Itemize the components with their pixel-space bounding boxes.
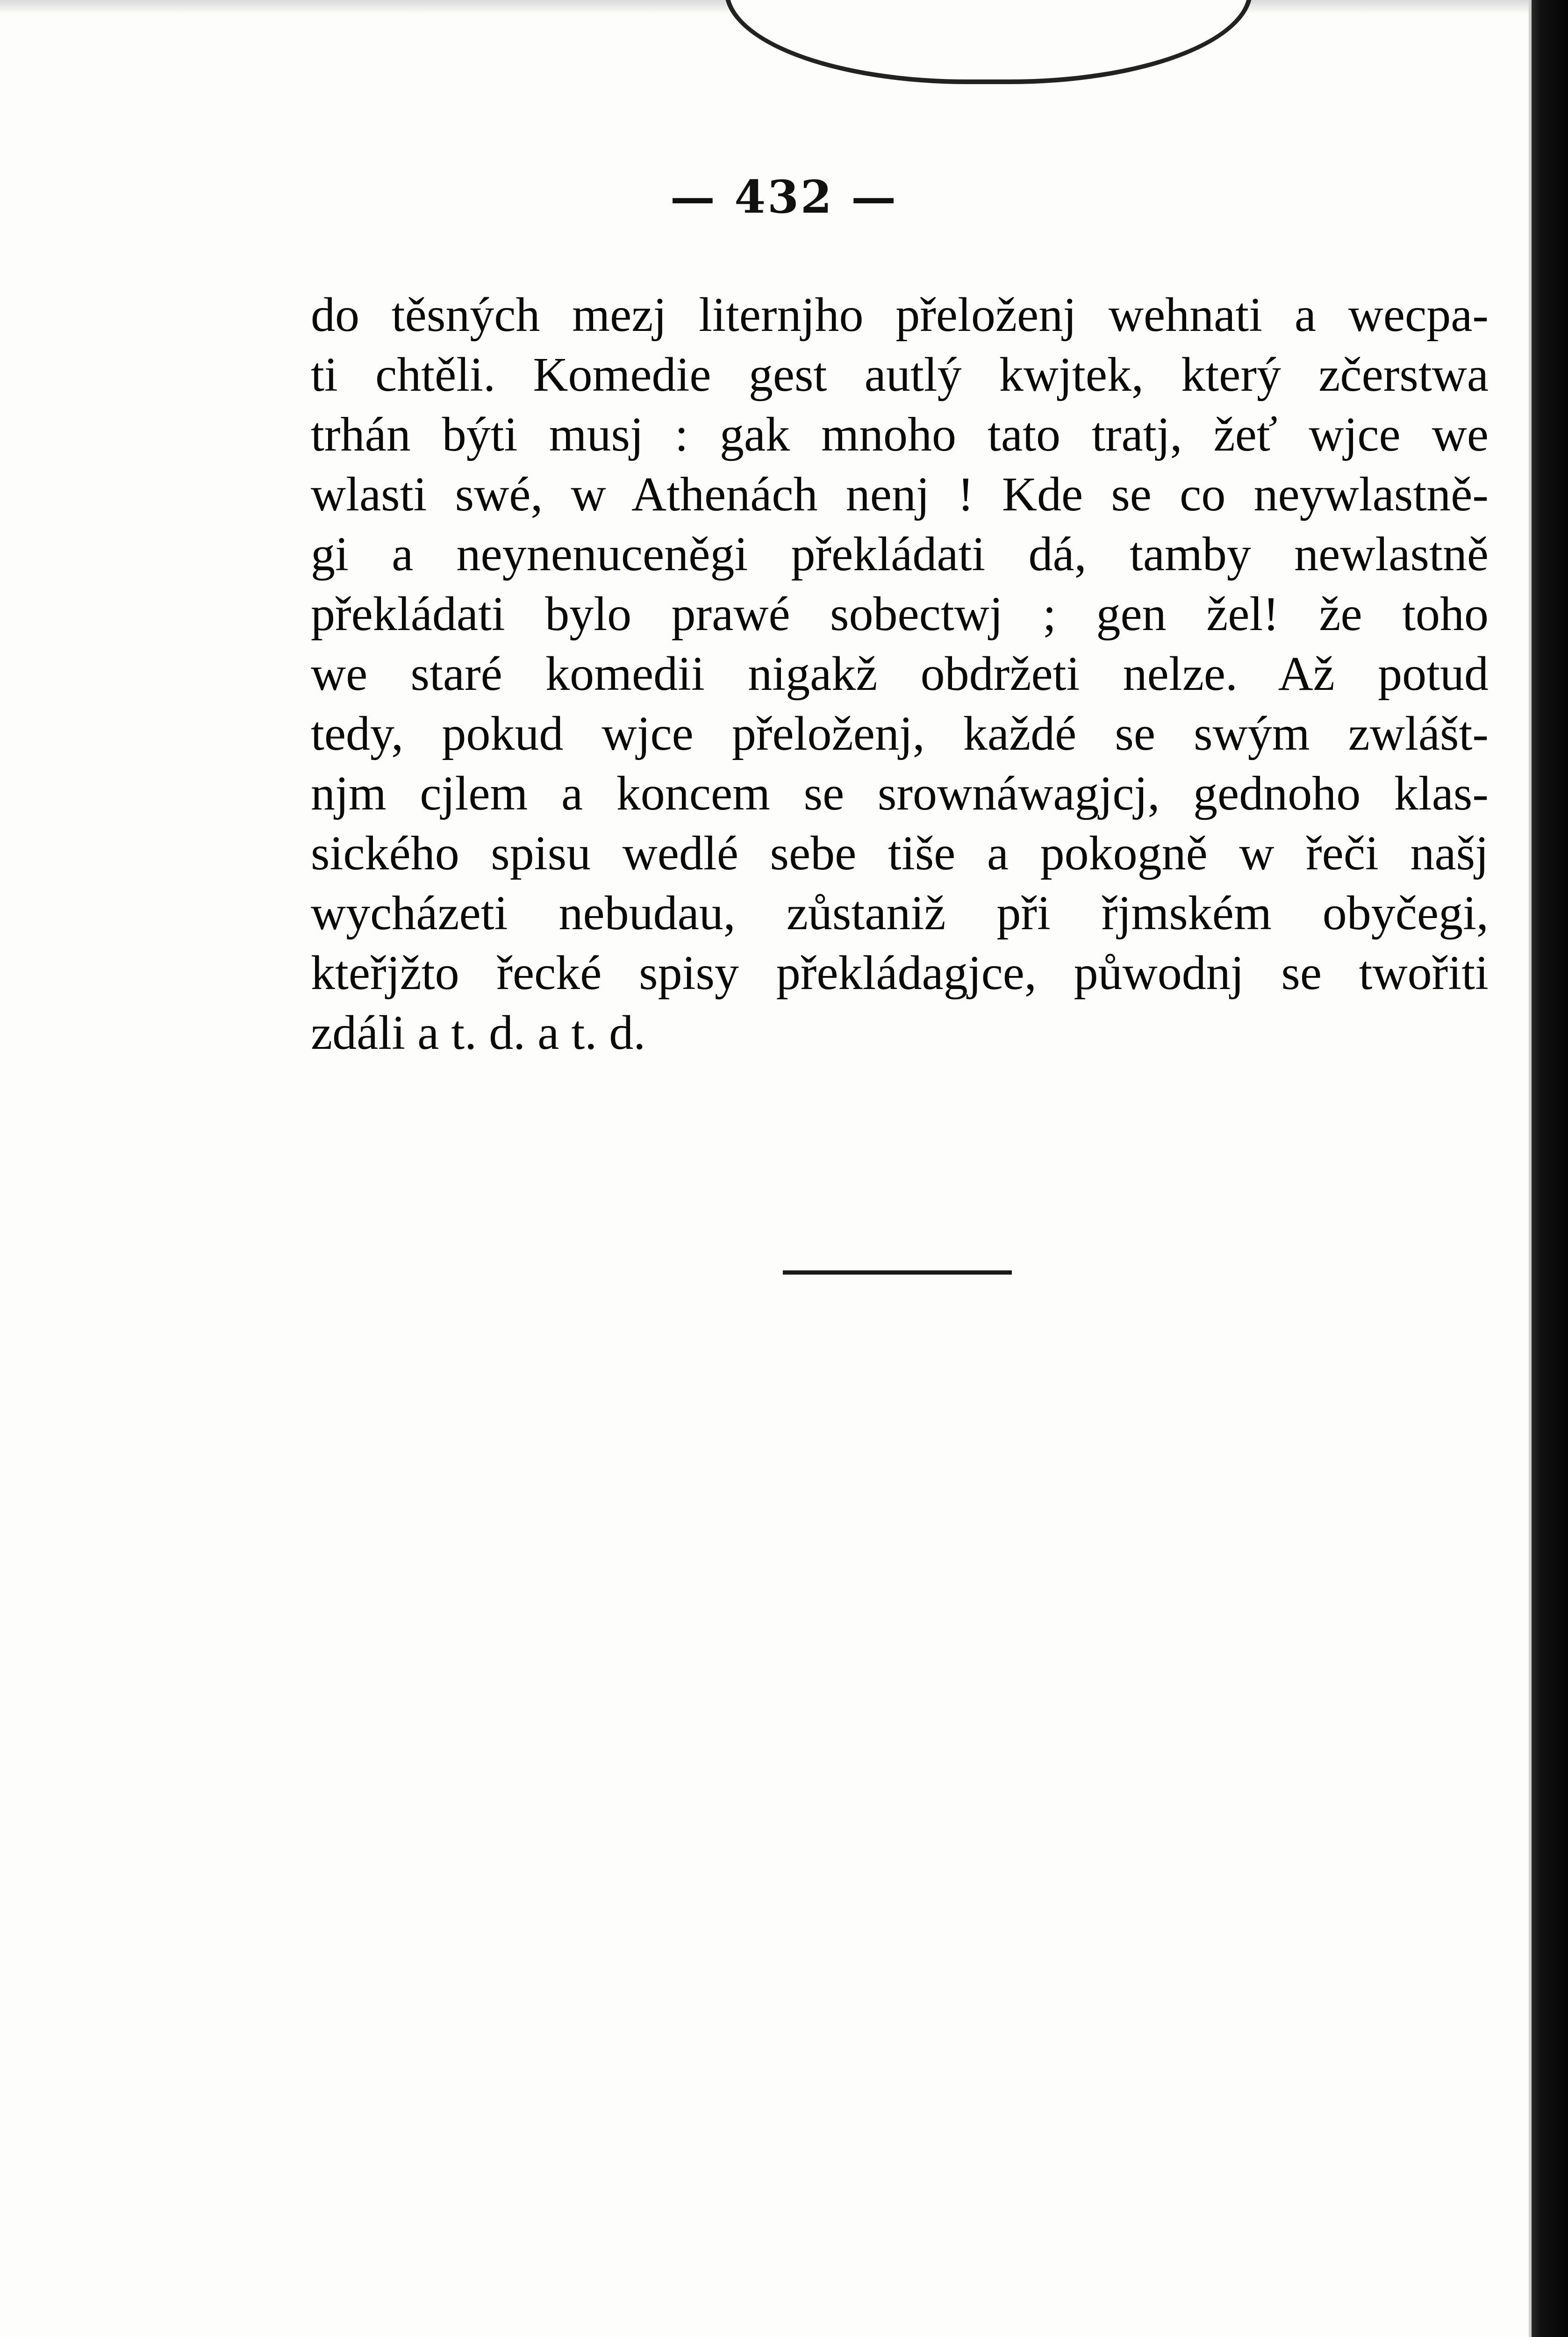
text-line: do těsných mezj liternjho přeloženj wehnati a wecpa- [311, 288, 1489, 342]
text-line: tedy, pokud wjce přeloženj, každé se swým zwlášt- [311, 707, 1489, 760]
text-line: gi a neynenuceněgi překládati dá, tamby newlastně [311, 527, 1489, 581]
text-line: ti chtěli. Komedie gest autlý kwjtek, který zčerstwa [311, 348, 1489, 401]
text-line: překládati bylo prawé sobectwj ; gen žel! že toho [311, 587, 1489, 641]
page-tab-mark [724, 0, 1253, 84]
text-line: wycházeti nebudau, zůstaniž při řjmském obyčegi, [311, 886, 1489, 940]
text-line: sického spisu wedlé sebe tiše a pokogně w řeči našj [311, 826, 1489, 880]
page-number: — 432 — [670, 171, 898, 223]
text-line: wlasti swé, w Athenách nenj ! Kde se co neywlastně- [311, 467, 1489, 521]
book-binding-edge [1532, 0, 1568, 2337]
text-line: we staré komedii nigakž obdržeti nelze. Až potud [311, 647, 1489, 701]
text-line: njm cjlem a koncem se srownáwagjcj, gednoho klas- [311, 767, 1489, 820]
paragraph [311, 285, 1489, 1063]
section-end-rule [783, 1270, 1012, 1275]
text-line: zdáli a t. d. a t. d. [311, 1006, 646, 1060]
text-line: kteřjžto řecké spisy překládagjce, půwodnj se twořiti [311, 946, 1489, 1000]
text-line: trhán býti musj : gak mnoho tato tratj, žeť wjce we [311, 408, 1489, 461]
